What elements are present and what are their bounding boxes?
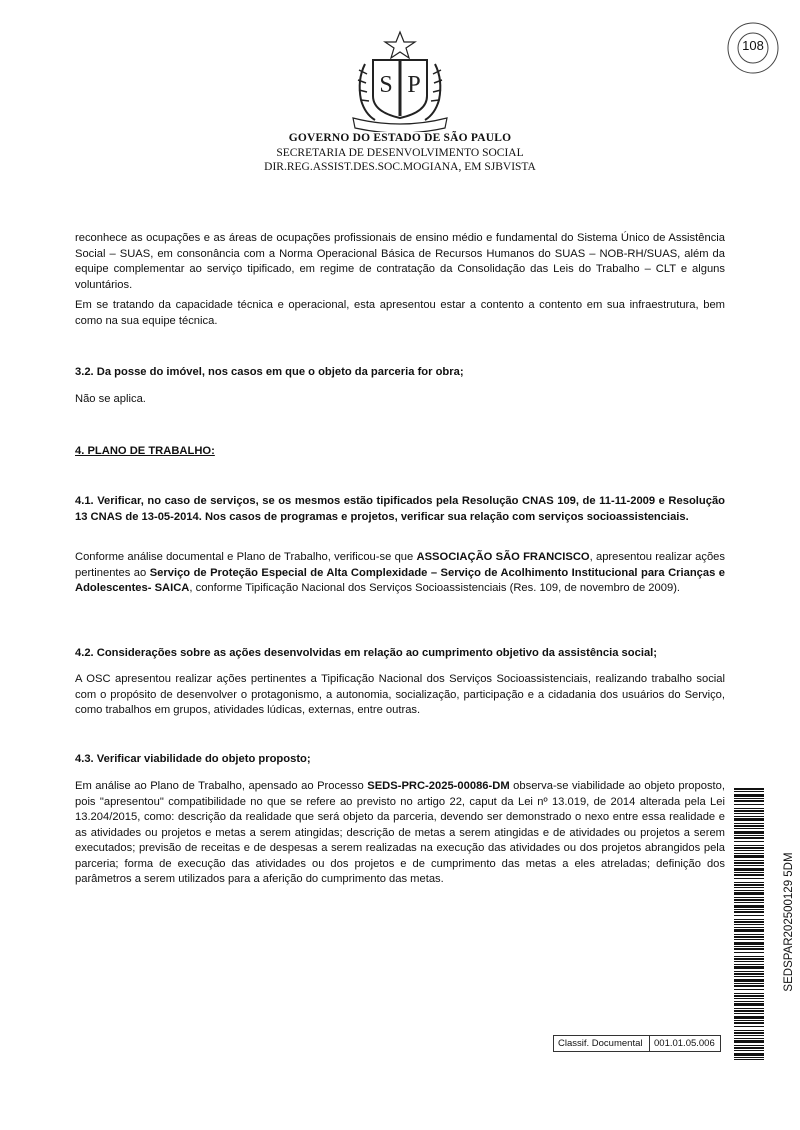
sao-paulo-coat-of-arms-icon (345, 30, 455, 132)
section-3-2-title: 3.2. Da posse do imóvel, nos casos em que o objeto da parceria for obra; (75, 366, 464, 378)
barcode-bar (734, 927, 764, 928)
barcode-bar (734, 874, 764, 876)
barcode-bar (734, 845, 764, 846)
barcode-bar (734, 915, 764, 916)
barcode-bar (734, 924, 764, 925)
barcode-bar (734, 791, 764, 792)
barcode-bar (734, 905, 764, 908)
government-title: GOVERNO DO ESTADO DE SÃO PAULO (288, 132, 512, 144)
barcode-bar (734, 884, 764, 886)
barcode-bar (734, 902, 764, 903)
paragraph-team: reconhece as ocupações e as áreas de ocupações profissionais de ensino médio e fundamental do Sistema Único de Assistência Social – SUAS, em consonância com a Norma Operacional Básica de Recursos Humanos do SUAS – NOB-RH/SUAS, além da equipe complementar ao serviço tipificado, em regime de contratação da Consolidação das Leis do Trabalho – CLT e alguns voluntários. (75, 232, 725, 291)
document-code: SEDSPAR202500129 5DM (783, 852, 795, 992)
barcode-bar (734, 995, 764, 997)
barcode-bar (734, 976, 764, 977)
barcode-bar (734, 998, 764, 999)
svg-text:S: S (379, 72, 393, 98)
barcode-bar (734, 985, 764, 987)
barcode-bar (734, 850, 764, 851)
barcode-bar (734, 921, 764, 923)
barcode-bar (734, 989, 764, 990)
barcode-bar (734, 942, 764, 945)
organization-name: ASSOCIAÇÃO SÃO FRANCISCO (416, 551, 590, 563)
barcode-bar (734, 1035, 764, 1036)
svg-text:P: P (407, 72, 421, 98)
barcode-bar (734, 948, 764, 950)
barcode-bar (734, 837, 764, 839)
barcode-bar (734, 971, 764, 972)
barcode-bar (734, 919, 764, 920)
section-3-2-text: Não se aplica. (75, 393, 146, 405)
barcode-bar (734, 825, 764, 827)
page-number: 108 (742, 38, 764, 53)
process-number: SEDS-PRC-2025-00086-DM (367, 780, 510, 792)
classification-label: Classif. Documental (554, 1036, 650, 1051)
section-4-1-title: 4.1. Verificar, no caso de serviços, se os mesmos estão tipificados pela Resolução CNAS 109, de 11-11-2009 e Resolução 13 CNAS de 13-05-2014. Nos casos de programas e projetos, verificar sua relação com serviços socioassistenciais. (75, 495, 725, 523)
section-4-2-text: A OSC apresentou realizar ações pertinentes a Tipificação Nacional dos Serviços Socioassistenciais, realizando trabalho social com o propósito de desenvolver o protagonismo, a autonomia, socialização, participação e a cidadania dos usuários do Serviço, como trabalhos em grupos, atividades lúdicas, externas, entre outras. (75, 673, 725, 716)
barcode-bar (734, 1050, 764, 1051)
barcode-bar (734, 1030, 764, 1031)
barcode-bar (734, 818, 764, 821)
barcode-bar (734, 909, 764, 910)
barcode-bar (734, 794, 764, 797)
section-4-title: 4. PLANO DE TRABALHO: (75, 445, 215, 457)
paragraph-capacity: Em se tratando da capacidade técnica e operacional, esta apresentou estar a contento a contento em sua infraestrutura, bem como na sua equipe técnica. (75, 299, 725, 327)
barcode-bar (734, 878, 764, 879)
barcode-bar (734, 810, 764, 812)
barcode-bar (734, 979, 764, 982)
barcode-bar (734, 973, 764, 975)
barcode-bar (734, 939, 764, 940)
barcode-bar (734, 961, 764, 962)
barcode-bar (734, 946, 764, 947)
barcode-bar (734, 934, 764, 935)
barcode-bar (734, 1059, 764, 1060)
barcode-bar (734, 1045, 764, 1046)
barcode-bar (734, 865, 764, 866)
classification-value: 001.01.05.006 (654, 1038, 715, 1049)
barcode-bar (734, 1022, 764, 1024)
barcode-bar (734, 929, 764, 932)
barcode-bar (734, 1053, 764, 1056)
barcode-bar (734, 1020, 764, 1021)
barcode-bar (734, 892, 764, 895)
barcode-bar (734, 952, 764, 953)
barcode-bar (734, 1047, 764, 1049)
regional-directorate: DIR.REG.ASSIST.DES.SOC.MOGIANA, EM SJBVISTA (264, 161, 536, 173)
barcode-bar (734, 1032, 764, 1034)
barcode-bar (734, 956, 764, 957)
section-4-3-title: 4.3. Verificar viabilidade do objeto proposto; (75, 753, 311, 765)
barcode-bar (734, 853, 764, 854)
barcode-bar (734, 1057, 764, 1058)
barcode-bar (734, 1026, 764, 1027)
barcode-bar (734, 887, 764, 888)
barcode-bar (734, 816, 764, 817)
barcode-bar (734, 1001, 764, 1002)
service-name: Serviço de Proteção Especial de Alta Complexidade – Serviço de Acolhimento Institucional para Crianças e Adolescentes- SAICA (75, 566, 726, 594)
barcode-bar (734, 966, 764, 969)
section-4-2-title: 4.2. Considerações sobre as ações desenvolvidas em relação ao cumprimento objetivo da assistência social; (75, 647, 657, 659)
barcode-bar (734, 841, 764, 842)
barcode-bar (734, 804, 764, 805)
barcode-bar (734, 798, 764, 799)
barcode-bar (734, 983, 764, 984)
barcode-bar (734, 862, 764, 864)
barcode-bar (734, 847, 764, 849)
classification-box (553, 1035, 721, 1052)
barcode-bar (734, 936, 764, 938)
barcode-bar (734, 808, 764, 809)
barcode-bar (734, 899, 764, 901)
barcode-bar (734, 1003, 764, 1006)
barcode-bar (734, 1013, 764, 1014)
barcode-bar (734, 890, 764, 891)
barcode-bar (734, 855, 764, 858)
barcode-bar (734, 993, 764, 994)
secretariat-title: SECRETARIA DE DESENVOLVIMENTO SOCIAL (276, 147, 524, 159)
barcode-bar (734, 800, 764, 802)
barcode-bar (734, 813, 764, 814)
barcode-bar (734, 1010, 764, 1012)
barcode-bar (734, 1040, 764, 1043)
barcode-bar (734, 1016, 764, 1019)
section-4-1-text: Conforme análise documental e Plano de Trabalho, verificou-se que ASSOCIAÇÃO SÃO FRANCISCO, apresentou realizar ações pertinentes ao Serviço de Proteção Especial de Alta Complexidade – Serviço de Acolhimento Institucional para Crianças e Adolescentes- SAICA, conforme Tipificação Nacional dos Serviços Socioassistenciais (Res. 109, de novembro de 2009). (75, 551, 726, 594)
barcode-bar (734, 872, 764, 873)
barcode-bar (734, 868, 764, 871)
barcode-bar (734, 788, 764, 790)
barcode-bar (734, 835, 764, 836)
barcode-bar (734, 828, 764, 829)
barcode-bar (734, 911, 764, 913)
barcode-bar (734, 958, 764, 960)
barcode-bar (734, 860, 764, 861)
barcode-bar (734, 1038, 764, 1039)
barcode-icon (734, 788, 764, 1060)
barcode-bar (734, 897, 764, 898)
barcode-bar (734, 964, 764, 965)
barcode-bar (734, 831, 764, 834)
section-4-3-text: Em análise ao Plano de Trabalho, apensado ao Processo SEDS-PRC-2025-00086-DM observa-se viabilidade ao objeto proposto, pois "apresentou" compatibilidade no que se refere ao previsto no artigo 22, caput da Lei nº 13.019, de 2014 alterada pela Lei 13.204/2015, como: descrição da realidade que será objeto da parceria, devendo ser demonstrado o nexo entre essa realidade e as atividades ou projetos e metas a serem atingidas; descrição de metas a serem atingidas e de atividades ou projetos a serem executados; previsão de receitas e de despesas a serem realizadas na execução das atividades ou dos projetos abrangidos pela parceria; forma de execução das atividades ou dos projetos e de cumprimento das metas a eles atreladas; definição dos parâmetros a serem utilizados para a aferição do cumprimento das metas. (75, 780, 725, 885)
barcode-bar (734, 823, 764, 824)
barcode-bar (734, 882, 764, 883)
barcode-bar (734, 1008, 764, 1009)
